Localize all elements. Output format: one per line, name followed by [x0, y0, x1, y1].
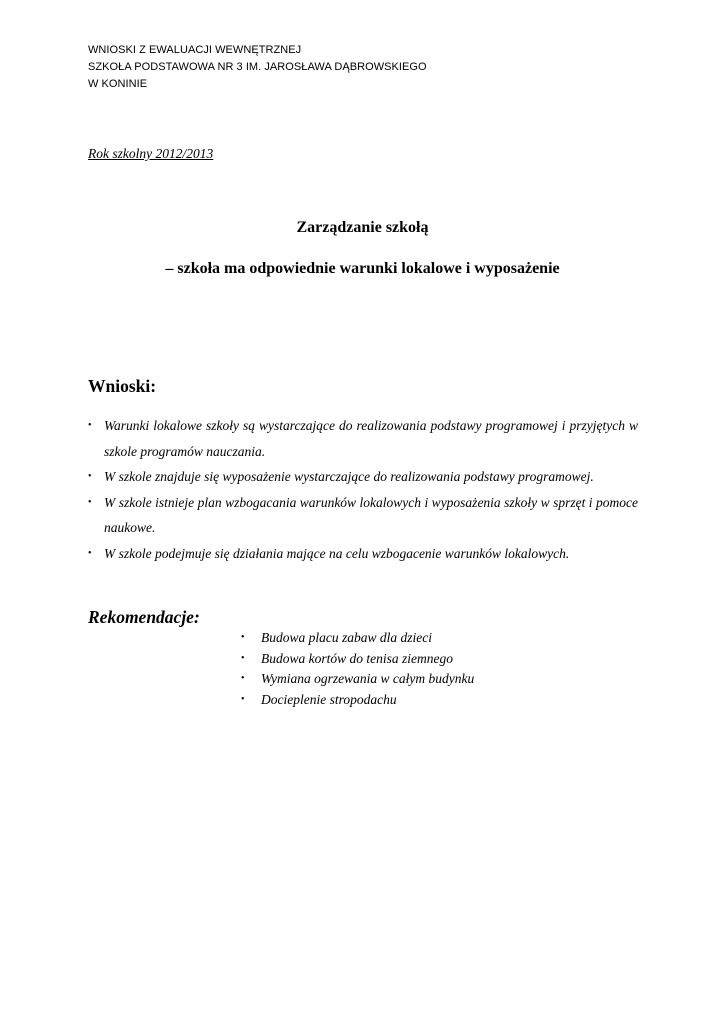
bullet-icon: • — [88, 420, 92, 431]
conclusions-heading: Wnioski: — [88, 376, 157, 396]
recommendation-text: Budowa placu zabaw dla dzieci — [261, 630, 432, 645]
conclusion-item — [88, 464, 638, 490]
document-subtitle: – szkoła ma odpowiednie warunki lokalowe i wyposażenie — [165, 260, 560, 277]
conclusion-text: W szkole istnieje plan wzbogacania warunków lokalowych i wyposażenia szkoły w sprzęt i pomoce naukowe. — [104, 494, 638, 535]
conclusion-item — [88, 413, 638, 464]
recommendation-item — [241, 669, 474, 690]
recommendation-text: Docieplenie stropodachu — [261, 691, 397, 707]
school-year: Rok szkolny 2012/2013 — [88, 146, 214, 161]
recommendation-item — [241, 649, 474, 670]
bullet-icon: • — [241, 693, 245, 705]
header-line-3: W KONINIE — [88, 78, 148, 90]
conclusion-text: W szkole podejmuje się działania mające na celu wzbogacenie warunków lokalowych. — [104, 545, 570, 561]
recommendations-heading: Rekomendacje: — [88, 607, 200, 627]
recommendations-list — [241, 628, 474, 710]
conclusion-item — [88, 541, 638, 567]
bullet-icon: • — [241, 673, 245, 684]
header-line-1: WNIOSKI Z EWALUACJI WEWNĘTRZNEJ — [88, 44, 302, 56]
recommendation-text: Budowa kortów do tenisa ziemnego — [261, 650, 453, 666]
document-header — [88, 42, 427, 93]
conclusion-text: Warunki lokalowe szkoły są wystarczające do realizowania podstawy programowej i przyjętych w szkole programów nauczania. — [104, 418, 638, 459]
recommendation-item — [241, 690, 474, 711]
bullet-icon: • — [88, 547, 92, 559]
recommendation-item — [241, 628, 474, 649]
conclusions-list — [88, 413, 638, 566]
bullet-icon: • — [241, 632, 245, 643]
bullet-icon: • — [241, 652, 245, 664]
bullet-icon: • — [88, 471, 92, 482]
recommendation-text: Wymiana ogrzewania w całym budynku — [261, 671, 475, 686]
header-line-2: SZKOŁA PODSTAWOWA NR 3 IM. JAROSŁAWA DĄBROWSKIEGO — [88, 61, 427, 73]
conclusion-item — [88, 490, 638, 541]
conclusion-text: W szkole znajduje się wyposażenie wystarczające do realizowania podstawy programowej. — [104, 469, 594, 484]
document-title: Zarządzanie szkołą — [296, 219, 429, 236]
bullet-icon: • — [88, 496, 92, 508]
